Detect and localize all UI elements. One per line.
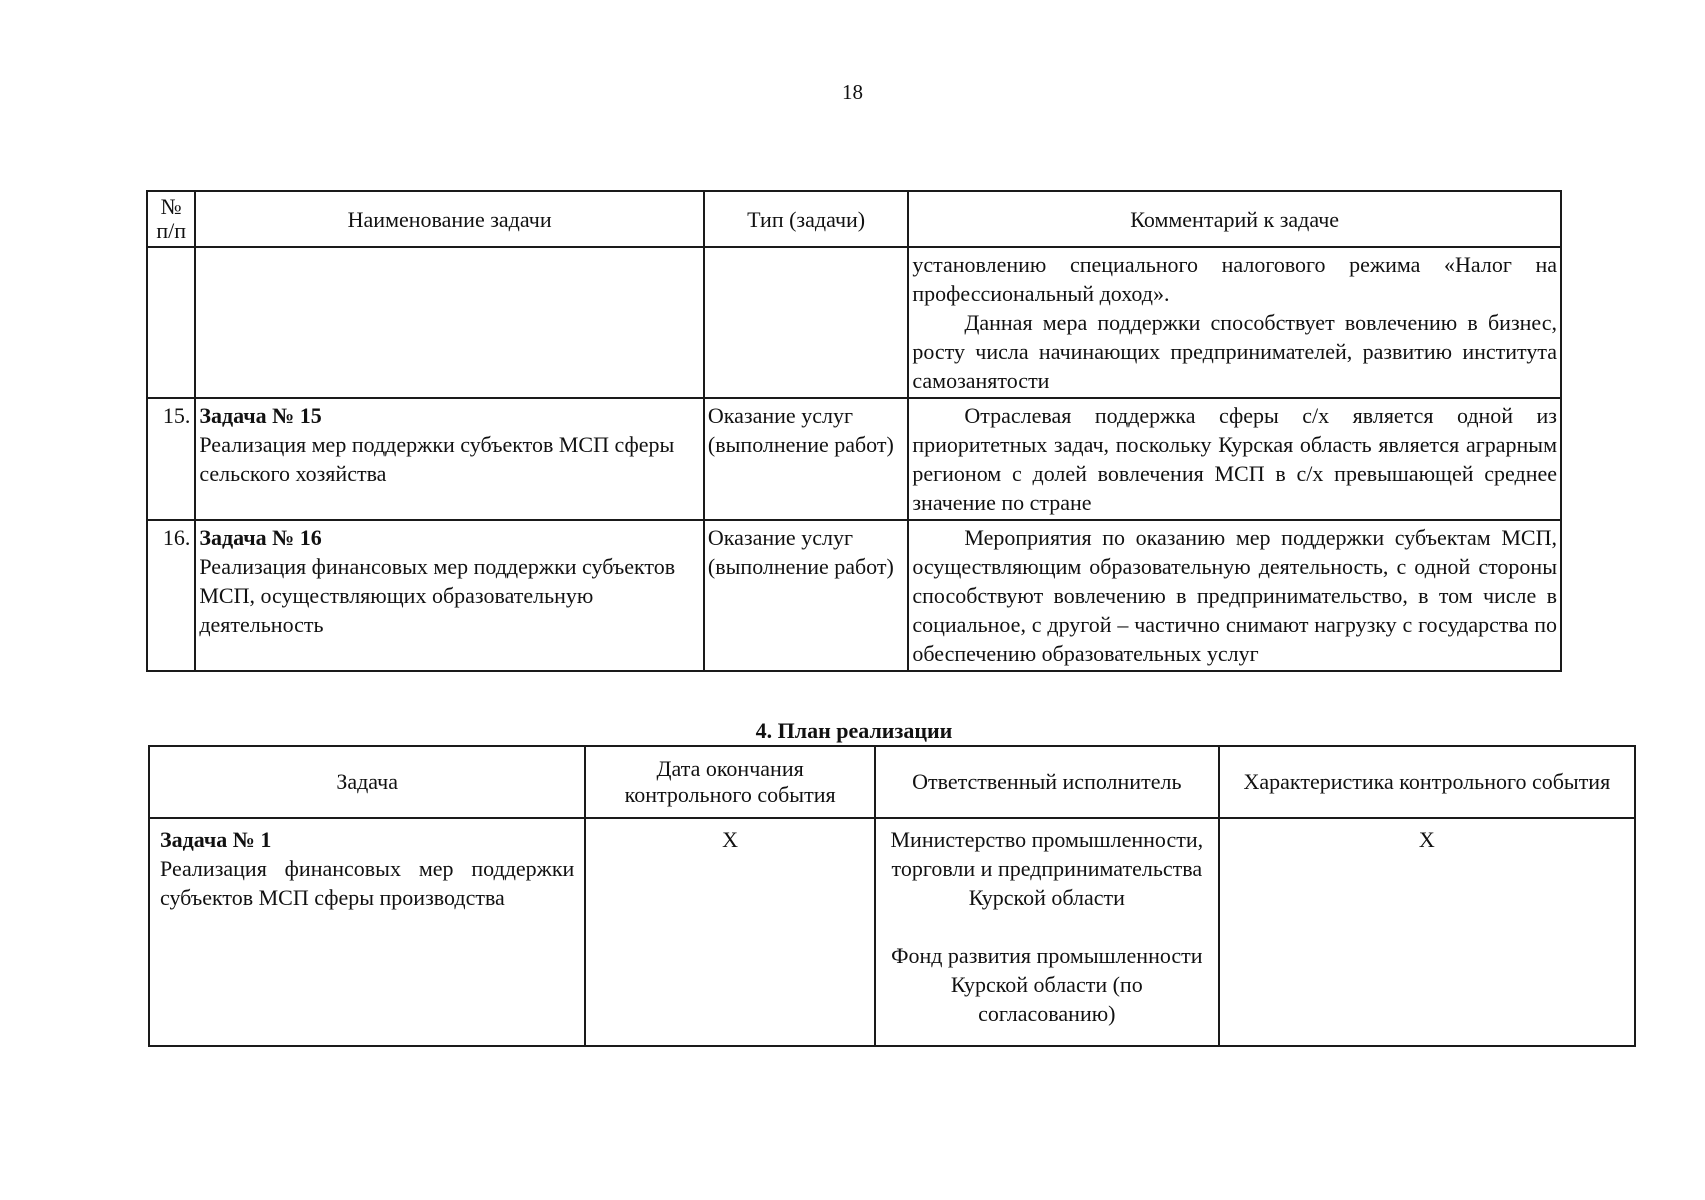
plan-table-header-row bbox=[149, 746, 1635, 818]
row-num: 16. bbox=[147, 520, 195, 671]
page-number: 18 bbox=[842, 80, 863, 104]
plan-characteristic-cell: Х bbox=[1219, 818, 1635, 1046]
row-comment bbox=[908, 247, 1561, 398]
table-row bbox=[147, 520, 1561, 671]
row-comment bbox=[908, 520, 1561, 671]
row-num bbox=[147, 247, 195, 398]
plan-table bbox=[148, 745, 1636, 1047]
header-num: № п/п bbox=[147, 191, 195, 247]
table-row bbox=[147, 398, 1561, 520]
table-row bbox=[147, 247, 1561, 398]
row-name bbox=[195, 247, 704, 398]
comment-line: Отраслевая поддержка сферы с/х является одной из приоритетных задач, поскольку Курская область является аграрным регионом с долей вовлечения МСП в с/х превышающей среднее значение по стране bbox=[912, 403, 1557, 515]
plan-task-cell bbox=[149, 818, 585, 1046]
row-num: 15. bbox=[147, 398, 195, 520]
row-name-text: Реализация мер поддержки субъектов МСП сферы сельского хозяйства bbox=[199, 432, 675, 486]
section-title: 4. План реализации bbox=[755, 718, 953, 743]
plan-responsible-cell bbox=[875, 818, 1219, 1046]
plan-task-name: Реализация финансовых мер поддержки субъектов МСП сферы производства bbox=[160, 856, 575, 910]
tasks-table-header-row bbox=[147, 191, 1561, 247]
header-responsible: Ответственный исполнитель bbox=[875, 746, 1219, 818]
spacer bbox=[886, 912, 1208, 941]
table-row bbox=[149, 818, 1635, 1046]
comment-line: установлению специального налогового режима «Налог на профессиональный доход». bbox=[912, 252, 1557, 306]
header-date: Дата окончания контрольного события bbox=[585, 746, 875, 818]
row-type: Оказание услуг (выполнение работ) bbox=[704, 520, 908, 671]
row-comment bbox=[908, 398, 1561, 520]
row-name bbox=[195, 520, 704, 671]
header-type: Тип (задачи) bbox=[704, 191, 908, 247]
tasks-table bbox=[146, 190, 1562, 672]
header-comment: Комментарий к задаче bbox=[908, 191, 1561, 247]
row-name bbox=[195, 398, 704, 520]
row-type: Оказание услуг (выполнение работ) bbox=[704, 398, 908, 520]
header-name: Наименование задачи bbox=[195, 191, 704, 247]
header-characteristic: Характеристика контрольного события bbox=[1219, 746, 1635, 818]
row-name-text: Реализация финансовых мер поддержки субъектов МСП, осуществляющих образовательную деятельность bbox=[199, 554, 676, 637]
comment-line: Мероприятия по оказанию мер поддержки субъектам МСП, осуществляющим образовательную деятельность, с одной стороны способствуют вовлечению в предпринимательство, в том числе в социальное, с другой – частично снимают нагрузку с государства по обеспечению образовательных услуг bbox=[912, 525, 1557, 666]
row-type bbox=[704, 247, 908, 398]
row-title: Задача № 15 bbox=[199, 403, 322, 428]
comment-line: Данная мера поддержки способствует вовлечению в бизнес, росту числа начинающих предпринимателей, развитию института самозанятости bbox=[912, 310, 1557, 393]
responsible-primary: Министерство промышленности, торговли и предпринимательства Курской области bbox=[890, 827, 1204, 910]
plan-task-title: Задача № 1 bbox=[160, 827, 272, 852]
header-task: Задача bbox=[149, 746, 585, 818]
plan-date-cell: Х bbox=[585, 818, 875, 1046]
row-title: Задача № 16 bbox=[199, 525, 322, 550]
responsible-secondary: Фонд развития промышленности Курской области (по согласованию) bbox=[891, 943, 1203, 1026]
